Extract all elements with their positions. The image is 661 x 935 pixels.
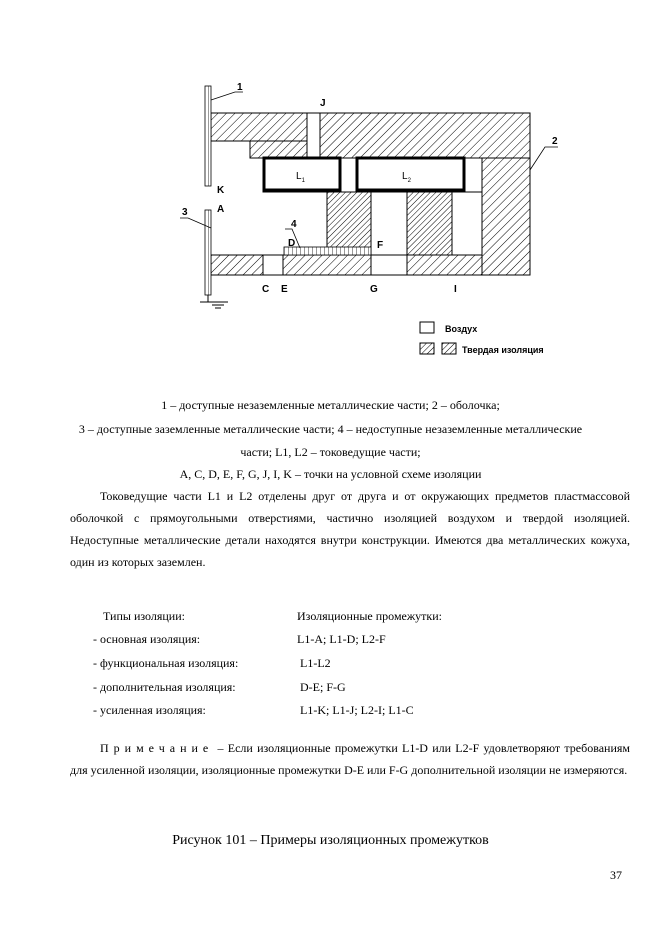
figure-legend-line-3: части; L1, L2 – токоведущие части; [240, 445, 421, 459]
legend-air-swatch [420, 322, 434, 333]
label-e: E [281, 284, 288, 295]
table-row-type: - дополнительная изоляция: [93, 680, 236, 694]
figure-legend-line-1: 1 – доступные незаземленные металлические части; 2 – оболочка; [161, 398, 500, 412]
note-paragraph [70, 737, 630, 781]
table-row-type: - функциональная изоляция: [93, 656, 239, 670]
label-2: 2 [552, 136, 558, 147]
label-f: F [377, 240, 384, 251]
enclosure-top-mid [250, 141, 307, 158]
enclosure-right [482, 158, 530, 275]
enclosure-bottom-left [211, 255, 263, 275]
air-block-3 [452, 192, 482, 255]
air-gap-j [307, 113, 320, 158]
conductor-l1 [264, 158, 340, 190]
label-a: A [217, 204, 225, 215]
label-l2: $L_2$ [402, 171, 411, 184]
solid-block-2 [407, 192, 452, 255]
label-3: 3 [182, 207, 188, 218]
legend-solid-label: Твердая изоляция [462, 345, 544, 355]
conductor-l2 [357, 158, 464, 190]
label-4: 4 [291, 219, 297, 230]
enclosure-bottom-right [407, 255, 482, 275]
label-k: K [217, 185, 225, 196]
note-word: Примечание [100, 741, 214, 755]
table-row-gaps: L1-A; L1-D; L2-F [297, 632, 386, 646]
label-1: 1 [237, 82, 243, 93]
legend-air-label: Воздух [445, 324, 478, 334]
table-header-types: Типы изоляции: [103, 609, 185, 623]
inaccessible-metal-4 [284, 247, 371, 255]
table-row-type: - усиленная изоляция: [93, 703, 206, 717]
figure-caption: Рисунок 101 – Примеры изоляционных промежутков [172, 833, 489, 848]
label-i: I [454, 284, 457, 295]
legend-solid-swatch-2 [442, 343, 456, 354]
table-row-gaps: L1-L2 [300, 656, 331, 670]
figure-legend-line-4: A, C, D, E, F, G, J, I, K – точки на условной схеме изоляции [179, 467, 482, 481]
note-dash: – [217, 741, 224, 755]
note-text: Если изоляционные промежутки L1-D или L2-F удовлетворяют требованиям для усиленной изоляции, изоляционные промежутки D-E или F-G дополнительной изоляции не измеряются. [70, 741, 630, 777]
accessible-part-3 [205, 210, 211, 295]
label-c: C [262, 284, 270, 295]
legend-solid-swatch-1 [420, 343, 434, 354]
accessible-part-1 [205, 86, 211, 186]
table-row-gaps: D-E; F-G [300, 680, 346, 694]
label-g: G [370, 284, 378, 295]
enclosure-bottom-mid [283, 255, 371, 275]
page-number: 37 [610, 868, 622, 882]
label-d: D [288, 238, 296, 249]
table-header-gaps: Изоляционные промежутки: [297, 609, 442, 623]
enclosure-top-left [211, 113, 307, 141]
solid-block-1 [327, 192, 371, 255]
label-j: J [320, 98, 326, 109]
description-paragraph: Токоведущие части L1 и L2 отделены друг от друга и от окружающих предметов пластмассовой оболочкой с прямоугольными отверстиями, частично изоляцией воздухом и твердой изоляцией. Недоступные металлические детали находятся внутри конструкции. Имеются два металлических кожуха, один из которых заземлен. [70, 489, 630, 569]
table-row-gaps: L1-K; L1-J; L2-I; L1-C [300, 703, 414, 717]
insulation-diagram [0, 0, 661, 370]
figure-legend-line-2: 3 – доступные заземленные металлические части; 4 – недоступные незаземленные металлические [78, 422, 583, 436]
enclosure-top-right [320, 113, 530, 158]
table-row-type: - основная изоляция: [93, 632, 201, 646]
label-l1: $L_1$ [296, 171, 305, 184]
